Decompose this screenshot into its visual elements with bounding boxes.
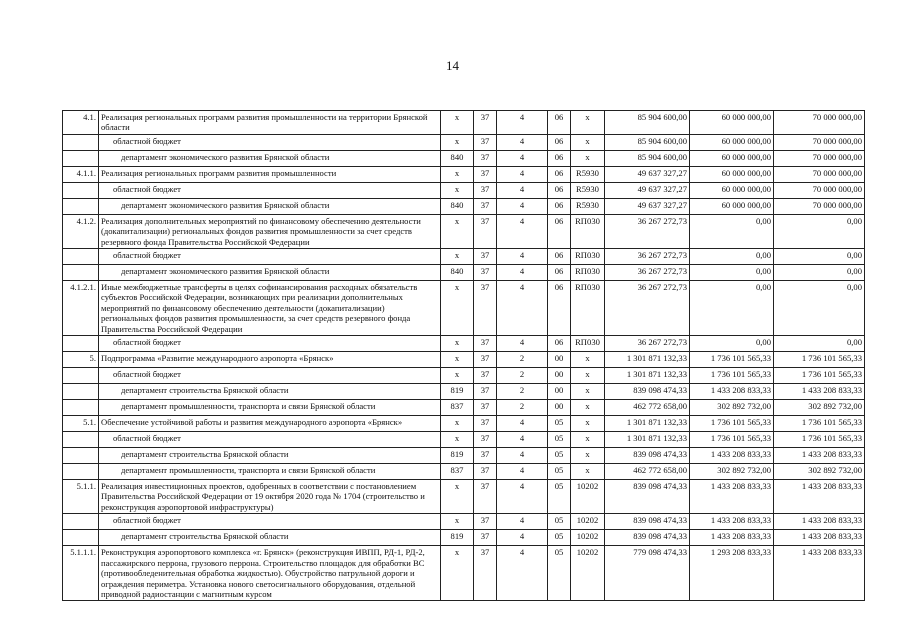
code-program-cell: 37 (474, 514, 497, 530)
table-row (63, 368, 865, 384)
amount-year-3-cell: 70 000 000,00 (774, 198, 865, 214)
code-grbs-cell: 819 (441, 448, 474, 464)
row-number-cell: 4.1.2. (63, 214, 99, 248)
code-grbs-cell: 840 (441, 265, 474, 281)
row-number-cell (63, 198, 99, 214)
amount-year-2-cell: 1 736 101 565,33 (690, 416, 774, 432)
code-subprogram-cell: 06 (548, 336, 571, 352)
code-subprogram-cell: 06 (548, 111, 571, 135)
code-subprogram-cell: 06 (548, 281, 571, 336)
table-row (63, 480, 865, 514)
code-type-cell: 4 (497, 546, 548, 601)
amount-year-2-cell: 60 000 000,00 (690, 166, 774, 182)
code-type-cell: 2 (497, 352, 548, 368)
amount-year-2-cell: 1 736 101 565,33 (690, 432, 774, 448)
code-subprogram-cell: 06 (548, 134, 571, 150)
code-direction-cell: 10202 (571, 530, 605, 546)
amount-year-3-cell: 1 736 101 565,33 (774, 416, 865, 432)
code-direction-cell: 10202 (571, 546, 605, 601)
row-name-cell: областной бюджет (99, 368, 441, 384)
amount-year-3-cell: 0,00 (774, 336, 865, 352)
table-row (63, 182, 865, 198)
amount-year-2-cell: 60 000 000,00 (690, 111, 774, 135)
code-type-cell: 4 (497, 448, 548, 464)
code-program-cell: 37 (474, 480, 497, 514)
code-subprogram-cell: 00 (548, 368, 571, 384)
amount-year-2-cell: 60 000 000,00 (690, 150, 774, 166)
code-subprogram-cell: 06 (548, 249, 571, 265)
amount-year-2-cell: 0,00 (690, 336, 774, 352)
code-subprogram-cell: 05 (548, 432, 571, 448)
code-program-cell: 37 (474, 352, 497, 368)
code-subprogram-cell: 05 (548, 464, 571, 480)
code-subprogram-cell: 06 (548, 182, 571, 198)
code-grbs-cell: x (441, 281, 474, 336)
amount-year-2-cell: 0,00 (690, 265, 774, 281)
code-direction-cell: R5930 (571, 166, 605, 182)
code-direction-cell: RП030 (571, 249, 605, 265)
code-program-cell: 37 (474, 384, 497, 400)
row-number-cell: 4.1. (63, 111, 99, 135)
budget-table (62, 110, 865, 601)
code-program-cell: 37 (474, 400, 497, 416)
row-number-cell: 4.1.1. (63, 166, 99, 182)
code-type-cell: 4 (497, 198, 548, 214)
code-grbs-cell: x (441, 352, 474, 368)
row-name-cell: областной бюджет (99, 514, 441, 530)
code-program-cell: 37 (474, 546, 497, 601)
code-program-cell: 37 (474, 416, 497, 432)
code-subprogram-cell: 05 (548, 480, 571, 514)
amount-year-3-cell: 1 736 101 565,33 (774, 368, 865, 384)
code-direction-cell: x (571, 150, 605, 166)
code-program-cell: 37 (474, 336, 497, 352)
row-name-cell: Реализация региональных программ развития промышленности на территории Брянской области (99, 111, 441, 135)
table-row (63, 352, 865, 368)
amount-year-3-cell: 70 000 000,00 (774, 166, 865, 182)
code-direction-cell: RП030 (571, 336, 605, 352)
amount-year-2-cell: 1 433 208 833,33 (690, 480, 774, 514)
table-row (63, 166, 865, 182)
table-row (63, 249, 865, 265)
row-number-cell (63, 368, 99, 384)
code-program-cell: 37 (474, 368, 497, 384)
amount-year-2-cell: 0,00 (690, 214, 774, 248)
code-direction-cell: x (571, 134, 605, 150)
amount-year-1-cell: 1 301 871 132,33 (605, 432, 690, 448)
code-grbs-cell: x (441, 514, 474, 530)
table-row (63, 111, 865, 135)
amount-year-2-cell: 1 433 208 833,33 (690, 448, 774, 464)
code-grbs-cell: x (441, 182, 474, 198)
row-name-cell: департамент экономического развития Брянской области (99, 198, 441, 214)
code-grbs-cell: 837 (441, 464, 474, 480)
row-number-cell (63, 182, 99, 198)
amount-year-1-cell: 839 098 474,33 (605, 384, 690, 400)
amount-year-1-cell: 839 098 474,33 (605, 530, 690, 546)
code-program-cell: 37 (474, 265, 497, 281)
amount-year-3-cell: 1 433 208 833,33 (774, 448, 865, 464)
amount-year-1-cell: 1 301 871 132,33 (605, 368, 690, 384)
row-number-cell (63, 400, 99, 416)
row-name-cell: областной бюджет (99, 182, 441, 198)
code-grbs-cell: x (441, 546, 474, 601)
code-type-cell: 2 (497, 400, 548, 416)
amount-year-3-cell: 70 000 000,00 (774, 111, 865, 135)
amount-year-3-cell: 1 736 101 565,33 (774, 432, 865, 448)
code-type-cell: 4 (497, 514, 548, 530)
amount-year-1-cell: 1 301 871 132,33 (605, 352, 690, 368)
row-name-cell: Иные межбюджетные трансферты в целях софинансирования расходных обязательств субъектов Российской Федерации, возникающих при реализации дополнительных мероприятий по финансовому обеспечению деятельности (докапитализации) региональных фондов развития промышленности, за счет средств резервного фонда Правительства Российской Федерации (99, 281, 441, 336)
amount-year-2-cell: 60 000 000,00 (690, 134, 774, 150)
code-grbs-cell: x (441, 166, 474, 182)
amount-year-3-cell: 1 433 208 833,33 (774, 384, 865, 400)
code-direction-cell: 10202 (571, 514, 605, 530)
row-name-cell: Реконструкция аэропортового комплекса «г. Брянск» (реконструкция ИВПП, РД-1, РД-2, пассажирского перрона, грузового перрона. Строительство площадок для обработки ВС (противообледенительная обработка жидкостью). Обустройство патрульной дороги и ограждения периметра. Установка нового светосигнального оборудования, отдельной приводной радиостанции с магнитным курсом (99, 546, 441, 601)
table-row (63, 416, 865, 432)
code-subprogram-cell: 00 (548, 384, 571, 400)
code-grbs-cell: x (441, 368, 474, 384)
code-grbs-cell: x (441, 214, 474, 248)
table-row (63, 198, 865, 214)
code-grbs-cell: 819 (441, 384, 474, 400)
code-subprogram-cell: 00 (548, 352, 571, 368)
code-program-cell: 37 (474, 214, 497, 248)
row-name-cell: областной бюджет (99, 432, 441, 448)
table-row (63, 214, 865, 248)
code-direction-cell: R5930 (571, 198, 605, 214)
code-direction-cell: x (571, 111, 605, 135)
table-row (63, 464, 865, 480)
amount-year-1-cell: 36 267 272,73 (605, 265, 690, 281)
table-row (63, 400, 865, 416)
code-type-cell: 4 (497, 134, 548, 150)
row-number-cell (63, 265, 99, 281)
code-direction-cell: x (571, 432, 605, 448)
row-number-cell: 4.1.2.1. (63, 281, 99, 336)
code-subprogram-cell: 06 (548, 214, 571, 248)
code-grbs-cell: x (441, 134, 474, 150)
code-program-cell: 37 (474, 182, 497, 198)
amount-year-1-cell: 36 267 272,73 (605, 336, 690, 352)
row-name-cell: департамент экономического развития Брянской области (99, 265, 441, 281)
code-type-cell: 4 (497, 416, 548, 432)
amount-year-1-cell: 839 098 474,33 (605, 514, 690, 530)
amount-year-2-cell: 302 892 732,00 (690, 400, 774, 416)
code-subprogram-cell: 05 (548, 530, 571, 546)
code-type-cell: 4 (497, 166, 548, 182)
row-name-cell: областной бюджет (99, 336, 441, 352)
amount-year-1-cell: 49 637 327,27 (605, 198, 690, 214)
code-direction-cell: x (571, 416, 605, 432)
amount-year-1-cell: 85 904 600,00 (605, 111, 690, 135)
code-direction-cell: x (571, 368, 605, 384)
table-row (63, 150, 865, 166)
row-name-cell: областной бюджет (99, 134, 441, 150)
code-subprogram-cell: 05 (548, 546, 571, 601)
page-number: 14 (446, 58, 459, 73)
code-direction-cell: 10202 (571, 480, 605, 514)
amount-year-1-cell: 839 098 474,33 (605, 448, 690, 464)
row-number-cell (63, 336, 99, 352)
amount-year-1-cell: 36 267 272,73 (605, 249, 690, 265)
code-grbs-cell: x (441, 249, 474, 265)
code-type-cell: 2 (497, 384, 548, 400)
row-number-cell: 5. (63, 352, 99, 368)
code-program-cell: 37 (474, 281, 497, 336)
amount-year-2-cell: 1 736 101 565,33 (690, 352, 774, 368)
amount-year-2-cell: 1 433 208 833,33 (690, 530, 774, 546)
amount-year-3-cell: 1 433 208 833,33 (774, 514, 865, 530)
code-direction-cell: x (571, 464, 605, 480)
code-program-cell: 37 (474, 448, 497, 464)
code-program-cell: 37 (474, 464, 497, 480)
code-program-cell: 37 (474, 150, 497, 166)
code-direction-cell: RП030 (571, 265, 605, 281)
code-grbs-cell: 840 (441, 150, 474, 166)
amount-year-1-cell: 36 267 272,73 (605, 281, 690, 336)
code-direction-cell: x (571, 400, 605, 416)
amount-year-3-cell: 0,00 (774, 249, 865, 265)
amount-year-3-cell: 0,00 (774, 214, 865, 248)
code-grbs-cell: 819 (441, 530, 474, 546)
code-direction-cell: RП030 (571, 214, 605, 248)
code-grbs-cell: x (441, 480, 474, 514)
code-grbs-cell: x (441, 416, 474, 432)
amount-year-1-cell: 36 267 272,73 (605, 214, 690, 248)
code-type-cell: 4 (497, 281, 548, 336)
row-name-cell: департамент строительства Брянской области (99, 530, 441, 546)
code-direction-cell: x (571, 384, 605, 400)
code-subprogram-cell: 06 (548, 150, 571, 166)
code-type-cell: 4 (497, 111, 548, 135)
code-type-cell: 4 (497, 530, 548, 546)
row-number-cell (63, 464, 99, 480)
amount-year-2-cell: 1 433 208 833,33 (690, 514, 774, 530)
amount-year-2-cell: 60 000 000,00 (690, 182, 774, 198)
amount-year-2-cell: 1 433 208 833,33 (690, 384, 774, 400)
row-number-cell (63, 384, 99, 400)
amount-year-1-cell: 49 637 327,27 (605, 166, 690, 182)
amount-year-3-cell: 70 000 000,00 (774, 134, 865, 150)
row-number-cell: 5.1.1.1. (63, 546, 99, 601)
code-direction-cell: x (571, 352, 605, 368)
table-row (63, 384, 865, 400)
code-subprogram-cell: 06 (548, 198, 571, 214)
amount-year-2-cell: 1 293 208 833,33 (690, 546, 774, 601)
row-name-cell: областной бюджет (99, 249, 441, 265)
code-direction-cell: RП030 (571, 281, 605, 336)
row-number-cell (63, 530, 99, 546)
row-number-cell: 5.1. (63, 416, 99, 432)
table-body (63, 111, 865, 601)
code-grbs-cell: x (441, 336, 474, 352)
code-subprogram-cell: 05 (548, 514, 571, 530)
code-type-cell: 4 (497, 265, 548, 281)
row-number-cell (63, 448, 99, 464)
code-type-cell: 4 (497, 150, 548, 166)
row-name-cell: департамент промышленности, транспорта и связи Брянской области (99, 400, 441, 416)
row-name-cell: департамент экономического развития Брянской области (99, 150, 441, 166)
code-grbs-cell: x (441, 432, 474, 448)
code-program-cell: 37 (474, 134, 497, 150)
table-row (63, 134, 865, 150)
code-type-cell: 4 (497, 480, 548, 514)
amount-year-1-cell: 49 637 327,27 (605, 182, 690, 198)
amount-year-1-cell: 85 904 600,00 (605, 150, 690, 166)
row-number-cell (63, 134, 99, 150)
code-type-cell: 4 (497, 182, 548, 198)
code-subprogram-cell: 06 (548, 265, 571, 281)
code-program-cell: 37 (474, 166, 497, 182)
code-subprogram-cell: 06 (548, 166, 571, 182)
amount-year-3-cell: 1 433 208 833,33 (774, 530, 865, 546)
table-row (63, 530, 865, 546)
amount-year-1-cell: 462 772 658,00 (605, 464, 690, 480)
code-subprogram-cell: 00 (548, 400, 571, 416)
row-name-cell: департамент промышленности, транспорта и связи Брянской области (99, 464, 441, 480)
table-row (63, 432, 865, 448)
row-number-cell (63, 514, 99, 530)
amount-year-2-cell: 302 892 732,00 (690, 464, 774, 480)
row-name-cell: Реализация инвестиционных проектов, одобренных в соответствии с постановлением Правительства Российской Федерации от 19 октября 2020 года № 1704 (строительство и реконструкция аэропортовой инфраструктуры) (99, 480, 441, 514)
amount-year-2-cell: 60 000 000,00 (690, 198, 774, 214)
amount-year-3-cell: 1 433 208 833,33 (774, 546, 865, 601)
amount-year-3-cell: 302 892 732,00 (774, 400, 865, 416)
code-type-cell: 4 (497, 214, 548, 248)
row-name-cell: Реализация региональных программ развития промышленности (99, 166, 441, 182)
amount-year-3-cell: 70 000 000,00 (774, 150, 865, 166)
amount-year-3-cell: 70 000 000,00 (774, 182, 865, 198)
row-number-cell (63, 150, 99, 166)
code-program-cell: 37 (474, 530, 497, 546)
table-row (63, 546, 865, 601)
code-type-cell: 4 (497, 432, 548, 448)
code-direction-cell: R5930 (571, 182, 605, 198)
code-program-cell: 37 (474, 249, 497, 265)
code-subprogram-cell: 05 (548, 416, 571, 432)
table-row (63, 514, 865, 530)
amount-year-3-cell: 1 433 208 833,33 (774, 480, 865, 514)
amount-year-1-cell: 462 772 658,00 (605, 400, 690, 416)
code-type-cell: 4 (497, 336, 548, 352)
table-row (63, 448, 865, 464)
code-grbs-cell: 840 (441, 198, 474, 214)
code-subprogram-cell: 05 (548, 448, 571, 464)
code-type-cell: 2 (497, 368, 548, 384)
amount-year-2-cell: 0,00 (690, 249, 774, 265)
amount-year-2-cell: 1 736 101 565,33 (690, 368, 774, 384)
row-name-cell: Реализация дополнительных мероприятий по финансовому обеспечению деятельности (докапитализации) региональных фондов развития промышленности за счет средств резервного фонда Правительства Российской Федерации (99, 214, 441, 248)
code-grbs-cell: x (441, 111, 474, 135)
row-number-cell (63, 432, 99, 448)
amount-year-1-cell: 85 904 600,00 (605, 134, 690, 150)
table-row (63, 265, 865, 281)
row-number-cell (63, 249, 99, 265)
amount-year-3-cell: 0,00 (774, 265, 865, 281)
amount-year-1-cell: 1 301 871 132,33 (605, 416, 690, 432)
amount-year-1-cell: 779 098 474,33 (605, 546, 690, 601)
row-number-cell: 5.1.1. (63, 480, 99, 514)
table-row (63, 281, 865, 336)
amount-year-3-cell: 302 892 732,00 (774, 464, 865, 480)
code-program-cell: 37 (474, 111, 497, 135)
code-direction-cell: x (571, 448, 605, 464)
row-name-cell: Подпрограмма «Развитие международного аэропорта «Брянск» (99, 352, 441, 368)
code-type-cell: 4 (497, 249, 548, 265)
table-row (63, 336, 865, 352)
amount-year-1-cell: 839 098 474,33 (605, 480, 690, 514)
code-type-cell: 4 (497, 464, 548, 480)
amount-year-3-cell: 1 736 101 565,33 (774, 352, 865, 368)
code-grbs-cell: 837 (441, 400, 474, 416)
amount-year-2-cell: 0,00 (690, 281, 774, 336)
code-program-cell: 37 (474, 432, 497, 448)
row-name-cell: Обеспечение устойчивой работы и развития международного аэропорта «Брянск» (99, 416, 441, 432)
amount-year-3-cell: 0,00 (774, 281, 865, 336)
row-name-cell: департамент строительства Брянской области (99, 384, 441, 400)
code-program-cell: 37 (474, 198, 497, 214)
row-name-cell: департамент строительства Брянской области (99, 448, 441, 464)
